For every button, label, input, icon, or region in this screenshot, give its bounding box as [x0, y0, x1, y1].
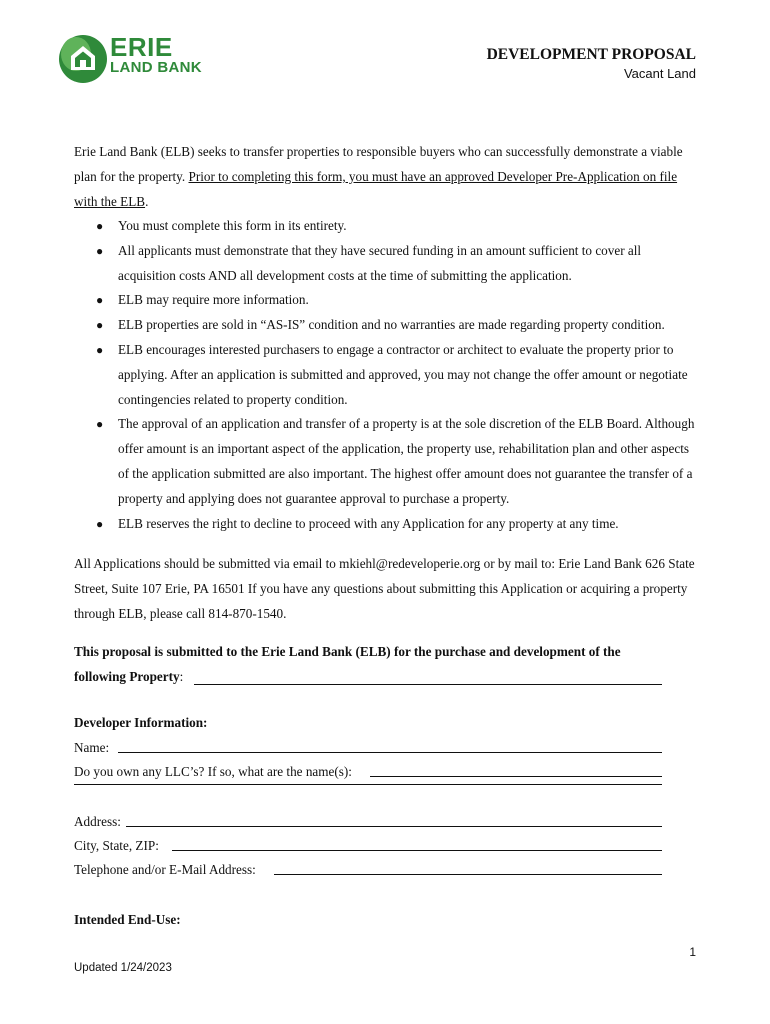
- intro-text: Erie Land Bank (ELB) seeks to transfer properties to responsible buyers who can successfully demonstrate a viable plan for the property.: [74, 144, 683, 184]
- intro-paragraph: [74, 140, 698, 214]
- list-item: [96, 288, 700, 313]
- bullet-icon: ●: [96, 417, 104, 432]
- list-item: [96, 512, 700, 537]
- bullet-icon: ●: [96, 293, 104, 308]
- phone-email-field[interactable]: [274, 874, 662, 875]
- list-item-text: You must complete this form in its entirety.: [118, 218, 347, 233]
- llc-label: Do you own any LLC’s? If so, what are the name(s):: [74, 764, 352, 779]
- requirements-list: [96, 214, 700, 536]
- city-state-zip-label: City, State, ZIP:: [74, 838, 159, 853]
- list-item-text: ELB encourages interested purchasers to engage a contractor or architect to evaluate the property prior to applying. After an application is submitted and approved, you may not change the offer amount or negotiate contingencies related to property condition.: [118, 341, 688, 407]
- phone-email-label: Telephone and/or E-Mail Address:: [74, 862, 256, 877]
- updated-date: Updated 1/24/2023: [74, 962, 172, 974]
- intro-text-end: .: [145, 193, 149, 209]
- list-item-text: The approval of an application and transfer of a property is at the sole discretion of the ELB Board. Although offer amount is an important aspect of the application, the property use, rehabilitation plan and other aspects of the application submitted are also important. The highest offer amount does not guarantee the transfer of a property and applying does not guarantee approval to purchase a property.: [118, 416, 695, 506]
- address-row: [74, 814, 662, 830]
- list-item: [96, 313, 700, 338]
- house-leaf-icon: [58, 32, 108, 84]
- list-item-text: ELB may require more information.: [118, 292, 309, 308]
- llc-row: [74, 764, 662, 780]
- name-row: [74, 740, 662, 756]
- property-colon: :: [179, 668, 184, 684]
- city-state-zip-field[interactable]: [172, 850, 662, 851]
- intended-end-use-heading: Intended End-Use:: [74, 912, 181, 927]
- page-number: 1: [689, 945, 696, 959]
- proposal-line: This proposal is submitted to the Erie Land Bank (ELB) for the purchase and development of the: [74, 644, 621, 659]
- address-field[interactable]: [126, 826, 662, 827]
- document-title: DEVELOPMENT PROPOSAL: [486, 46, 696, 63]
- proposal-statement: [74, 640, 698, 690]
- llc-field-continued[interactable]: [74, 784, 662, 785]
- logo-word-erie: ERIE: [110, 32, 173, 62]
- bullet-icon: ●: [96, 516, 104, 531]
- list-item-text: ELB properties are sold in “AS-IS” condition and no warranties are made regarding property condition.: [118, 317, 665, 333]
- logo-word-land-bank: LAND BANK: [110, 59, 202, 76]
- list-item: [96, 338, 700, 412]
- name-field[interactable]: [118, 752, 662, 753]
- list-item-text: All applicants must demonstrate that they have secured funding in an amount sufficient to cover all acquisition costs AND all development costs at the time of submitting the application.: [118, 242, 642, 283]
- developer-info-heading: Developer Information:: [74, 715, 208, 730]
- document-subtitle: Vacant Land: [623, 66, 696, 81]
- bullet-icon: ●: [96, 342, 104, 357]
- list-item: [96, 214, 700, 239]
- list-item-text: ELB reserves the right to decline to proceed with any Application for any property at any time.: [118, 515, 619, 531]
- city-row: [74, 838, 662, 854]
- bullet-icon: ●: [96, 243, 104, 258]
- submission-instructions: All Applications should be submitted via email to mkiehl@redeveloperie.org or by mail to: Erie Land Bank 626 State Street, Suite 107 Erie, PA 16501 If you have any questions about submitting this Application or acquiring a property through ELB, please call 814-870-1540.: [74, 556, 695, 621]
- llc-field[interactable]: [370, 776, 662, 777]
- list-item: [96, 239, 700, 289]
- property-field[interactable]: [194, 684, 662, 685]
- address-label: Address:: [74, 814, 121, 829]
- erie-land-bank-logo: [58, 32, 228, 86]
- property-label: following Property: [74, 668, 180, 684]
- bullet-icon: ●: [96, 219, 104, 233]
- bullet-icon: ●: [96, 318, 104, 333]
- name-label: Name:: [74, 740, 110, 755]
- phone-row: [74, 862, 662, 878]
- intro-requirement-underlined: Prior to completing this form, you must have an approved Developer Pre-Application on file with the ELB: [74, 168, 678, 209]
- list-item: [96, 412, 700, 511]
